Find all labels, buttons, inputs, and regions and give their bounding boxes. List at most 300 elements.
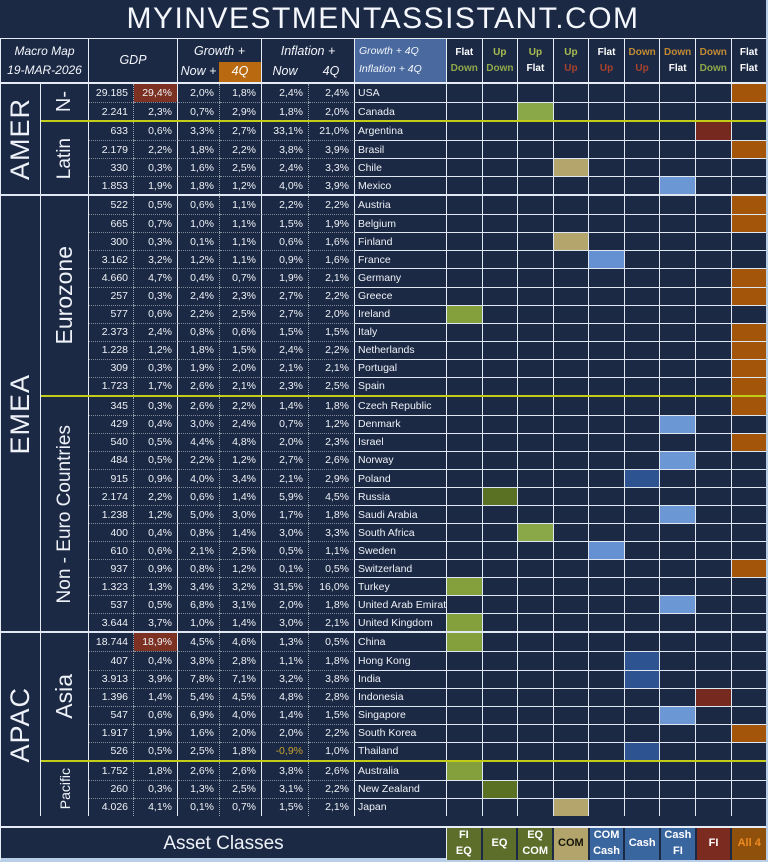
growth-now-cell[interactable]: 1,0% [178, 214, 220, 232]
gdp-share-cell[interactable]: 0,9% [134, 559, 178, 577]
matrix-cell[interactable] [554, 196, 590, 214]
growth-now-cell[interactable]: 5,4% [178, 688, 220, 706]
matrix-cell[interactable] [696, 577, 732, 595]
matrix-cell[interactable] [660, 541, 696, 559]
subregion-label[interactable] [41, 397, 89, 632]
asset-signal-highlight[interactable] [732, 287, 767, 305]
matrix-cell[interactable] [554, 577, 590, 595]
asset-signal-highlight[interactable] [732, 377, 767, 395]
matrix-cell[interactable] [696, 505, 732, 523]
asset-signal-highlight[interactable] [660, 505, 696, 523]
inflation-4q-cell[interactable]: 3,9% [309, 140, 355, 158]
matrix-cell[interactable] [696, 613, 732, 631]
inflation-4q-cell[interactable]: 0,5% [309, 559, 355, 577]
matrix-cell[interactable] [696, 798, 732, 816]
gdp-share-cell[interactable]: 1,8% [134, 762, 178, 780]
matrix-cell[interactable] [554, 305, 590, 323]
matrix-cell[interactable] [732, 158, 767, 176]
matrix-cell[interactable] [447, 670, 483, 688]
country-cell[interactable]: Israel [355, 433, 447, 451]
matrix-cell[interactable] [696, 451, 732, 469]
matrix-cell[interactable] [660, 196, 696, 214]
matrix-cell[interactable] [625, 84, 661, 102]
inflation-4q-cell[interactable]: 2,1% [309, 798, 355, 816]
country-cell[interactable]: Germany [355, 268, 447, 286]
matrix-cell[interactable] [483, 268, 519, 286]
matrix-cell[interactable] [554, 469, 590, 487]
matrix-cell[interactable] [518, 633, 554, 651]
matrix-cell[interactable] [518, 613, 554, 631]
inflation-now-cell[interactable]: 1,3% [262, 633, 309, 651]
gdp-value-cell[interactable]: 4.026 [89, 798, 134, 816]
asset-signal-highlight[interactable] [660, 595, 696, 613]
inflation-4q-cell[interactable]: 1,5% [309, 323, 355, 341]
asset-signal-highlight[interactable] [589, 541, 625, 559]
matrix-cell[interactable] [732, 102, 767, 120]
matrix-cell[interactable] [483, 158, 519, 176]
asset-signal-highlight[interactable] [696, 688, 732, 706]
growth-now-cell[interactable]: 2,4% [178, 287, 220, 305]
gdp-share-cell[interactable]: 29,4% [134, 84, 178, 102]
growth-4q-cell[interactable]: 1,2% [220, 176, 262, 194]
matrix-cell[interactable] [483, 633, 519, 651]
matrix-cell[interactable] [483, 505, 519, 523]
matrix-cell[interactable] [625, 523, 661, 541]
inflation-4q-cell[interactable]: 2,1% [309, 613, 355, 631]
growth-4q-cell[interactable]: 2,1% [220, 377, 262, 395]
matrix-cell[interactable] [483, 724, 519, 742]
country-cell[interactable]: Ireland [355, 305, 447, 323]
matrix-cell[interactable] [518, 305, 554, 323]
inflation-now-cell[interactable]: 0,5% [262, 541, 309, 559]
matrix-cell[interactable] [696, 102, 732, 120]
matrix-cell[interactable] [625, 577, 661, 595]
country-cell[interactable]: Thailand [355, 742, 447, 760]
country-cell[interactable]: Saudi Arabia [355, 505, 447, 523]
asset-signal-highlight[interactable] [732, 140, 767, 158]
growth-now-cell[interactable]: 0,8% [178, 323, 220, 341]
matrix-cell[interactable] [447, 595, 483, 613]
country-cell[interactable]: USA [355, 84, 447, 102]
growth-4q-cell[interactable]: 0,7% [220, 268, 262, 286]
matrix-cell[interactable] [625, 377, 661, 395]
gdp-share-cell[interactable]: 2,4% [134, 323, 178, 341]
gdp-share-cell[interactable]: 0,3% [134, 397, 178, 415]
matrix-cell[interactable] [447, 140, 483, 158]
growth-now-cell[interactable]: 2,5% [178, 742, 220, 760]
matrix-cell[interactable] [696, 670, 732, 688]
gdp-value-cell[interactable]: 407 [89, 651, 134, 669]
inflation-now-cell[interactable]: -0,9% [262, 742, 309, 760]
matrix-cell[interactable] [483, 176, 519, 194]
gdp-share-cell[interactable]: 0,4% [134, 523, 178, 541]
matrix-cell[interactable] [589, 323, 625, 341]
matrix-cell[interactable] [483, 232, 519, 250]
country-cell[interactable]: South Africa [355, 523, 447, 541]
matrix-cell[interactable] [483, 102, 519, 120]
matrix-cell[interactable] [589, 651, 625, 669]
matrix-cell[interactable] [589, 397, 625, 415]
matrix-cell[interactable] [554, 706, 590, 724]
growth-4q-cell[interactable]: 1,4% [220, 487, 262, 505]
asset-signal-highlight[interactable] [625, 670, 661, 688]
gdp-value-cell[interactable]: 1.323 [89, 577, 134, 595]
matrix-cell[interactable] [696, 84, 732, 102]
inflation-now-cell[interactable]: 1,7% [262, 505, 309, 523]
inflation-4q-cell[interactable]: 2,3% [309, 433, 355, 451]
matrix-cell[interactable] [518, 559, 554, 577]
growth-4q-cell[interactable]: 2,3% [220, 287, 262, 305]
matrix-cell[interactable] [660, 84, 696, 102]
growth-now-cell[interactable]: 1,8% [178, 140, 220, 158]
inflation-4q-cell[interactable]: 1,8% [309, 505, 355, 523]
gdp-value-cell[interactable]: 400 [89, 523, 134, 541]
inflation-now-cell[interactable]: 3,1% [262, 780, 309, 798]
matrix-cell[interactable] [696, 232, 732, 250]
growth-now-cell[interactable]: 2,0% [178, 84, 220, 102]
gdp-value-cell[interactable]: 547 [89, 706, 134, 724]
matrix-cell[interactable] [660, 214, 696, 232]
matrix-cell[interactable] [660, 651, 696, 669]
matrix-cell[interactable] [554, 595, 590, 613]
matrix-cell[interactable] [696, 140, 732, 158]
asset-class-cell[interactable] [625, 828, 661, 860]
matrix-cell[interactable] [660, 577, 696, 595]
matrix-cell[interactable] [554, 176, 590, 194]
matrix-cell[interactable] [447, 724, 483, 742]
growth-now-cell[interactable]: 2,6% [178, 762, 220, 780]
growth-now-cell[interactable]: 2,1% [178, 541, 220, 559]
matrix-cell[interactable] [589, 670, 625, 688]
matrix-cell[interactable] [447, 780, 483, 798]
matrix-cell[interactable] [554, 268, 590, 286]
gdp-value-cell[interactable]: 577 [89, 305, 134, 323]
gdp-value-cell[interactable]: 526 [89, 742, 134, 760]
gdp-value-cell[interactable]: 2.179 [89, 140, 134, 158]
country-cell[interactable]: Mexico [355, 176, 447, 194]
matrix-cell[interactable] [589, 762, 625, 780]
matrix-cell[interactable] [518, 397, 554, 415]
matrix-cell[interactable] [589, 505, 625, 523]
matrix-cell[interactable] [447, 469, 483, 487]
inflation-4q-cell[interactable]: 1,2% [309, 415, 355, 433]
matrix-cell[interactable] [589, 688, 625, 706]
inflation-now-cell[interactable]: 4,8% [262, 688, 309, 706]
inflation-now-cell[interactable]: 2,2% [262, 196, 309, 214]
matrix-cell[interactable] [732, 633, 767, 651]
gdp-share-cell[interactable]: 0,5% [134, 433, 178, 451]
matrix-cell[interactable] [447, 505, 483, 523]
asset-class-cell[interactable] [554, 828, 590, 860]
matrix-cell[interactable] [518, 122, 554, 140]
growth-now-cell[interactable]: 4,5% [178, 633, 220, 651]
gdp-value-cell[interactable]: 429 [89, 415, 134, 433]
matrix-cell[interactable] [589, 214, 625, 232]
matrix-cell[interactable] [696, 268, 732, 286]
matrix-cell[interactable] [660, 232, 696, 250]
matrix-cell[interactable] [625, 633, 661, 651]
matrix-cell[interactable] [483, 214, 519, 232]
matrix-cell[interactable] [625, 158, 661, 176]
matrix-cell[interactable] [625, 613, 661, 631]
matrix-cell[interactable] [554, 505, 590, 523]
matrix-cell[interactable] [554, 523, 590, 541]
country-cell[interactable]: Italy [355, 323, 447, 341]
matrix-cell[interactable] [696, 523, 732, 541]
growth-4q-cell[interactable]: 4,8% [220, 433, 262, 451]
matrix-cell[interactable] [625, 451, 661, 469]
asset-signal-highlight[interactable] [625, 651, 661, 669]
matrix-cell[interactable] [554, 122, 590, 140]
matrix-cell[interactable] [589, 158, 625, 176]
matrix-cell[interactable] [554, 359, 590, 377]
asset-class-cell[interactable] [447, 828, 483, 860]
matrix-cell[interactable] [696, 158, 732, 176]
matrix-cell[interactable] [696, 559, 732, 577]
matrix-cell[interactable] [447, 214, 483, 232]
growth-4q-cell[interactable]: 2,5% [220, 305, 262, 323]
inflation-4q-cell[interactable]: 4,5% [309, 487, 355, 505]
growth-now-cell[interactable]: 2,2% [178, 305, 220, 323]
matrix-cell[interactable] [696, 742, 732, 760]
matrix-cell[interactable] [660, 798, 696, 816]
inflation-4q-cell[interactable]: 3,3% [309, 523, 355, 541]
matrix-cell[interactable] [447, 487, 483, 505]
growth-4q-cell[interactable]: 1,4% [220, 613, 262, 631]
gdp-value-cell[interactable]: 2.373 [89, 323, 134, 341]
matrix-cell[interactable] [660, 305, 696, 323]
matrix-cell[interactable] [483, 287, 519, 305]
growth-now-cell[interactable]: 1,9% [178, 359, 220, 377]
matrix-cell[interactable] [625, 287, 661, 305]
country-cell[interactable]: Argentina [355, 122, 447, 140]
gdp-value-cell[interactable]: 4.660 [89, 268, 134, 286]
gdp-share-cell[interactable]: 18,9% [134, 633, 178, 651]
region-label[interactable] [1, 196, 41, 631]
matrix-cell[interactable] [589, 359, 625, 377]
gdp-share-cell[interactable]: 1,2% [134, 505, 178, 523]
asset-signal-highlight[interactable] [518, 102, 554, 120]
gdp-value-cell[interactable]: 1.853 [89, 176, 134, 194]
matrix-cell[interactable] [696, 214, 732, 232]
matrix-cell[interactable] [518, 250, 554, 268]
country-cell[interactable]: Australia [355, 762, 447, 780]
matrix-cell[interactable] [696, 415, 732, 433]
matrix-cell[interactable] [554, 140, 590, 158]
matrix-cell[interactable] [447, 268, 483, 286]
matrix-cell[interactable] [518, 469, 554, 487]
gdp-share-cell[interactable]: 3,7% [134, 613, 178, 631]
matrix-cell[interactable] [589, 523, 625, 541]
inflation-4q-cell[interactable]: 1,8% [309, 397, 355, 415]
growth-now-cell[interactable]: 0,8% [178, 523, 220, 541]
matrix-cell[interactable] [518, 196, 554, 214]
matrix-cell[interactable] [660, 688, 696, 706]
country-cell[interactable]: China [355, 633, 447, 651]
matrix-cell[interactable] [732, 505, 767, 523]
matrix-cell[interactable] [447, 377, 483, 395]
matrix-cell[interactable] [589, 176, 625, 194]
inflation-4q-cell[interactable]: 1,0% [309, 742, 355, 760]
matrix-cell[interactable] [483, 433, 519, 451]
growth-now-cell[interactable]: 1,6% [178, 724, 220, 742]
matrix-cell[interactable] [483, 84, 519, 102]
matrix-cell[interactable] [589, 268, 625, 286]
country-cell[interactable]: Canada [355, 102, 447, 120]
growth-4q-cell[interactable]: 2,8% [220, 651, 262, 669]
inflation-now-cell[interactable]: 3,8% [262, 762, 309, 780]
inflation-now-cell[interactable]: 2,7% [262, 305, 309, 323]
matrix-cell[interactable] [589, 287, 625, 305]
gdp-share-cell[interactable]: 1,9% [134, 176, 178, 194]
gdp-value-cell[interactable]: 937 [89, 559, 134, 577]
matrix-cell[interactable] [589, 742, 625, 760]
growth-4q-cell[interactable]: 3,4% [220, 469, 262, 487]
inflation-4q-cell[interactable]: 1,8% [309, 595, 355, 613]
gdp-share-cell[interactable]: 2,2% [134, 487, 178, 505]
growth-now-cell[interactable]: 0,1% [178, 232, 220, 250]
growth-4q-cell[interactable]: 1,2% [220, 451, 262, 469]
growth-4q-cell[interactable]: 1,1% [220, 232, 262, 250]
matrix-cell[interactable] [589, 577, 625, 595]
matrix-cell[interactable] [483, 341, 519, 359]
asset-signal-highlight[interactable] [483, 780, 519, 798]
matrix-cell[interactable] [660, 633, 696, 651]
matrix-cell[interactable] [589, 433, 625, 451]
gdp-share-cell[interactable]: 0,7% [134, 214, 178, 232]
matrix-cell[interactable] [696, 323, 732, 341]
matrix-cell[interactable] [447, 798, 483, 816]
matrix-cell[interactable] [696, 176, 732, 194]
matrix-cell[interactable] [625, 140, 661, 158]
inflation-4q-cell[interactable]: 2,2% [309, 196, 355, 214]
growth-4q-cell[interactable]: 4,0% [220, 706, 262, 724]
matrix-cell[interactable] [554, 250, 590, 268]
matrix-cell[interactable] [518, 84, 554, 102]
matrix-cell[interactable] [732, 487, 767, 505]
country-cell[interactable]: Austria [355, 196, 447, 214]
matrix-cell[interactable] [732, 577, 767, 595]
growth-4q-cell[interactable]: 3,0% [220, 505, 262, 523]
matrix-cell[interactable] [447, 523, 483, 541]
asset-class-cell[interactable] [661, 828, 697, 860]
gdp-value-cell[interactable]: 1.723 [89, 377, 134, 395]
inflation-now-cell[interactable]: 1,4% [262, 397, 309, 415]
growth-now-cell[interactable]: 3,4% [178, 577, 220, 595]
growth-now-cell[interactable]: 2,2% [178, 451, 220, 469]
inflation-4q-cell[interactable]: 2,1% [309, 359, 355, 377]
growth-4q-cell[interactable]: 4,6% [220, 633, 262, 651]
inflation-4q-cell[interactable]: 3,9% [309, 176, 355, 194]
matrix-cell[interactable] [696, 633, 732, 651]
matrix-cell[interactable] [625, 595, 661, 613]
matrix-cell[interactable] [625, 102, 661, 120]
inflation-now-cell[interactable]: 2,0% [262, 433, 309, 451]
gdp-value-cell[interactable]: 1.752 [89, 762, 134, 780]
asset-signal-highlight[interactable] [732, 323, 767, 341]
asset-signal-highlight[interactable] [732, 359, 767, 377]
growth-now-cell[interactable]: 0,7% [178, 102, 220, 120]
matrix-cell[interactable] [732, 670, 767, 688]
inflation-now-cell[interactable]: 2,7% [262, 287, 309, 305]
inflation-4q-cell[interactable]: 2,0% [309, 305, 355, 323]
gdp-share-cell[interactable]: 3,2% [134, 250, 178, 268]
growth-now-cell[interactable]: 0,1% [178, 798, 220, 816]
matrix-cell[interactable] [483, 323, 519, 341]
country-cell[interactable]: Belgium [355, 214, 447, 232]
asset-signal-highlight[interactable] [447, 613, 483, 631]
matrix-cell[interactable] [696, 706, 732, 724]
asset-signal-highlight[interactable] [660, 706, 696, 724]
matrix-cell[interactable] [589, 305, 625, 323]
asset-class-cell[interactable] [590, 828, 626, 860]
matrix-cell[interactable] [554, 742, 590, 760]
inflation-now-cell[interactable]: 2,0% [262, 595, 309, 613]
gdp-value-cell[interactable]: 300 [89, 232, 134, 250]
inflation-4q-cell[interactable]: 3,8% [309, 670, 355, 688]
gdp-share-cell[interactable]: 2,3% [134, 102, 178, 120]
matrix-cell[interactable] [660, 559, 696, 577]
matrix-cell[interactable] [554, 780, 590, 798]
growth-now-cell[interactable]: 6,8% [178, 595, 220, 613]
inflation-4q-cell[interactable]: 2,4% [309, 84, 355, 102]
matrix-cell[interactable] [483, 377, 519, 395]
matrix-cell[interactable] [554, 433, 590, 451]
growth-4q-cell[interactable]: 1,2% [220, 559, 262, 577]
matrix-cell[interactable] [589, 196, 625, 214]
matrix-cell[interactable] [625, 798, 661, 816]
asset-signal-highlight[interactable] [447, 577, 483, 595]
matrix-cell[interactable] [625, 196, 661, 214]
matrix-cell[interactable] [483, 140, 519, 158]
country-cell[interactable]: Japan [355, 798, 447, 816]
matrix-cell[interactable] [447, 397, 483, 415]
gdp-value-cell[interactable]: 18.744 [89, 633, 134, 651]
asset-signal-highlight[interactable] [660, 415, 696, 433]
country-cell[interactable]: Denmark [355, 415, 447, 433]
matrix-cell[interactable] [660, 268, 696, 286]
matrix-cell[interactable] [483, 688, 519, 706]
matrix-cell[interactable] [732, 232, 767, 250]
matrix-cell[interactable] [447, 451, 483, 469]
inflation-now-cell[interactable]: 3,0% [262, 523, 309, 541]
matrix-cell[interactable] [660, 670, 696, 688]
matrix-cell[interactable] [660, 359, 696, 377]
matrix-cell[interactable] [625, 323, 661, 341]
matrix-cell[interactable] [732, 305, 767, 323]
gdp-share-cell[interactable]: 3,9% [134, 670, 178, 688]
country-cell[interactable]: Switzerland [355, 559, 447, 577]
gdp-share-cell[interactable]: 1,2% [134, 341, 178, 359]
matrix-cell[interactable] [589, 487, 625, 505]
matrix-cell[interactable] [660, 140, 696, 158]
inflation-now-cell[interactable]: 3,8% [262, 140, 309, 158]
matrix-cell[interactable] [696, 397, 732, 415]
matrix-cell[interactable] [447, 196, 483, 214]
growth-now-cell[interactable]: 3,0% [178, 415, 220, 433]
matrix-cell[interactable] [447, 84, 483, 102]
country-cell[interactable]: Chile [355, 158, 447, 176]
matrix-cell[interactable] [518, 341, 554, 359]
matrix-cell[interactable] [518, 377, 554, 395]
matrix-cell[interactable] [696, 780, 732, 798]
gdp-share-cell[interactable]: 0,6% [134, 122, 178, 140]
matrix-cell[interactable] [447, 559, 483, 577]
matrix-cell[interactable] [447, 651, 483, 669]
gdp-share-cell[interactable]: 0,3% [134, 359, 178, 377]
growth-now-cell[interactable]: 5,0% [178, 505, 220, 523]
matrix-cell[interactable] [660, 762, 696, 780]
